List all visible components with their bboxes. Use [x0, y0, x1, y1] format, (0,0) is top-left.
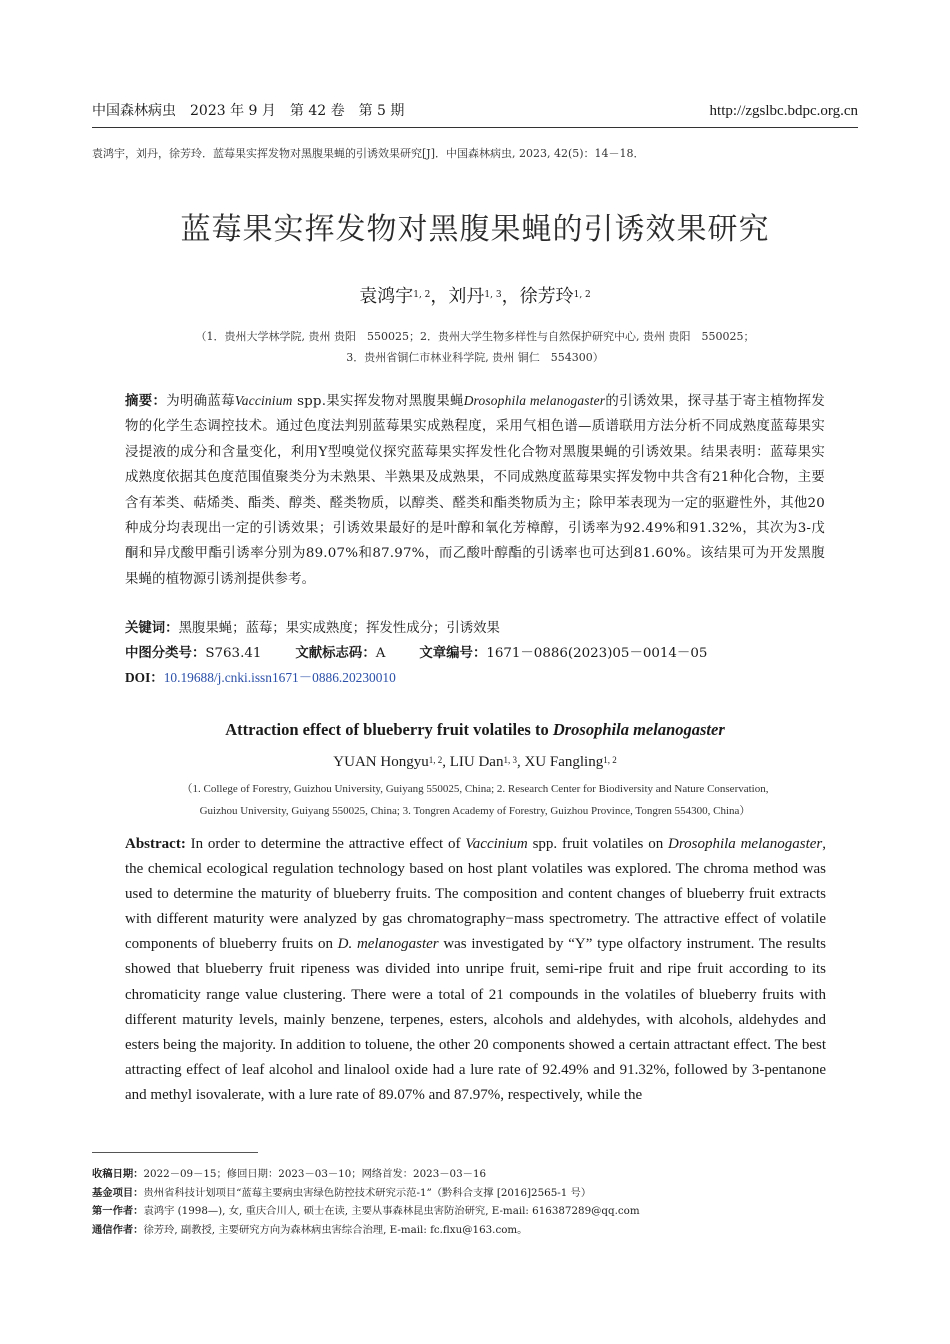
author-separator: ， [501, 286, 520, 307]
keywords-text: 黑腹果蝇；蓝莓；果实成熟度；挥发性成分；引诱效果 [178, 621, 500, 636]
article-number-label: 文章编号： [419, 646, 487, 661]
author-affiliation-marker: 1, 3 [484, 290, 502, 300]
abstract-text: was investigated by “Y” type olfactory instrument. The results showed that blueberry fruit ripeness was divided into unripe fruit, semi-ripe fruit and ripe fruit according to its chromaticity range value clustering. There were a total of 21 compounds in the volatiles of blueberry fruits with different maturity levels, mainly benzene, terpenes, esters, alcohols and aldehydes, with alcohols, aldehydes and esters being the majority. In addition to toluene, the other 20 components showed a certain attractant effect. The best attracting effect of leaf alcohol and linalool oxide had a lure rate of 92.49% and 91.32%, followed by 3-pentanone and methyl isovalerate, with a lure rate of 89.07% and 87.97%, respectively, while the [125, 936, 827, 1103]
english-title [0, 718, 950, 742]
header-divider [92, 127, 858, 128]
article-number-value: 1671－0886(2023)05－0014－05 [486, 646, 708, 661]
species-name: Drosophila melanogaster [463, 393, 606, 408]
author-name: YUAN Hongyu [333, 754, 429, 770]
journal-url-link[interactable]: http://zgslbc.bdpc.org.cn [709, 103, 858, 119]
footnote-text: 贵州省科技计划项目“蓝莓主要病虫害绿色防控技术研究示范-1”（黔科合支撑 [2016]2565-1 号） [143, 1186, 592, 1199]
footnote-label: 第一作者： [92, 1205, 144, 1217]
species-name: Vaccinium [234, 393, 293, 408]
abstract-text: spp. fruit volatiles on [527, 836, 668, 852]
clc-label: 中图分类号： [125, 646, 206, 661]
species-name: Drosophila melanogaster [668, 836, 823, 852]
author-name: 徐芳玲 [519, 286, 574, 307]
footnote-first-author [92, 1202, 858, 1221]
doi-line [125, 666, 825, 691]
abstract-text: 的引诱效果，探寻基于寄主植物挥发物的化学生态调控技术。通过色度法判别蓝莓果实成熟程度，采用气相色谱—质谱联用方法分析不同成熟度蓝莓果实浸提液的成分和含量变化，利用Y型嗅觉仪探究蓝莓果实挥发性化合物对黑腹果蝇的引诱效果。结果表明：蓝莓果实成熟度依据其色度范围值聚类分为未熟果、半熟果及成熟果，不同成熟度蓝莓果实挥发物中共含有21种化合物，主要含有苯类、萜烯类、酯类、醇类、醛类物质，以醇类、醛类和酯类物质为主；除甲苯表现为一定的驱避性外，其他20种成分均表现出一定的引诱效果；引诱效果最好的是叶醇和氧化芳樟醇，引诱率为92.49%和91.32%，其次为3-戊酮和异戊酸甲酯引诱率分别为89.07%和87.97%，而乙酸叶醇酯的引诱率也可达到81.60%。该结果可为开发黑腹果蝇的植物源引诱剂提供参考。 [125, 394, 825, 587]
english-authors [0, 750, 950, 774]
footnote-text: 2022－09－15；修回日期：2023－03－10；网络首发：2023－03－16 [143, 1168, 487, 1180]
english-title-species: Drosophila melanogaster [552, 720, 725, 739]
affiliation-line: 3．贵州省铜仁市林业科学院, 贵州 铜仁 554300） [346, 351, 604, 364]
keywords-label: 关键词： [125, 621, 179, 636]
english-abstract [125, 832, 826, 1108]
species-name: Vaccinium [465, 836, 528, 852]
footnote-corresponding-author [92, 1221, 858, 1240]
running-header [92, 100, 858, 122]
english-title-main: Attraction effect of blueberry fruit volatiles to [225, 720, 553, 739]
author-separator: ， [430, 286, 449, 307]
citation-line: 袁鸿宇，刘丹，徐芳玲．蓝莓果实挥发物对黑腹果蝇的引诱效果研究[J]．中国森林病虫, 2023, 42(5)：14－18． [92, 147, 645, 160]
affiliation-line: Guizhou University, Guiyang 550025, China; 3. Tongren Academy of Forestry, Guizhou Province, Tongren 554300, China） [199, 805, 751, 817]
footnote-received [92, 1165, 858, 1184]
affiliation-line: （1. College of Forestry, Guizhou University, Guiyang 550025, China; 2. Research Center for Biodiversity and Nature Conservation, [181, 783, 769, 795]
document-code-value: A [375, 646, 386, 661]
chinese-affiliations [0, 326, 950, 368]
author-name: LIU Dan [449, 754, 504, 770]
footnotes [92, 1165, 858, 1239]
abstract-label: 摘要： [125, 394, 167, 409]
clc-value: S763.41 [205, 646, 262, 661]
chinese-abstract [125, 388, 825, 592]
doi-label: DOI： [125, 670, 164, 685]
classification-line [125, 642, 825, 666]
abstract-label: Abstract: [125, 836, 186, 852]
journal-issue-info: 中国森林病虫 2023 年 9 月 第 42 卷 第 5 期 [92, 103, 405, 119]
footnote-text: 袁鸿宇 (1998—), 女, 重庆合川人, 硕士在读, 主要从事森林昆虫害防治研究, E-mail: 616387289@qq.com [143, 1205, 640, 1217]
author-affiliation-marker: 1, 2 [603, 755, 617, 765]
author-affiliation-marker: 1, 2 [573, 290, 591, 300]
doi-link[interactable]: 10.19688/j.cnki.issn1671－0886.20230010 [163, 670, 396, 685]
author-name: 袁鸿宇 [359, 286, 414, 307]
footnote-text: 徐芳玲, 副教授, 主要研究方向为森林病虫害综合治理, E-mail: fc.flxu@163.com。 [143, 1223, 528, 1236]
keywords-line [125, 617, 825, 641]
footnote-funding [92, 1184, 858, 1203]
footnote-label: 基金项目： [92, 1186, 144, 1199]
author-separator: , [516, 754, 525, 770]
chinese-authors [0, 283, 950, 311]
author-name: 刘丹 [448, 286, 485, 307]
author-separator: , [442, 754, 450, 770]
abstract-text: 为明确蓝莓 [166, 394, 235, 409]
footnote-label: 收稿日期： [92, 1168, 144, 1180]
english-affiliations [0, 778, 950, 822]
abstract-text: , the chemical ecological regulation technology based on host plant volatiles was explored. The chroma method was used to determine the maturity of blueberry fruits. The composition and content changes of blueberry fruit extracts with different maturity were analyzed by gas chromatography−mass spectrometry. The attractive effect of volatile components of blueberry fruits on [125, 836, 826, 953]
author-affiliation-marker: 1, 2 [428, 755, 443, 765]
author-affiliation-marker: 1, 2 [413, 290, 431, 300]
author-name: XU Fangling [524, 754, 604, 770]
abstract-text: In order to determine the attractive effect of [185, 836, 466, 852]
document-code-label: 文献标志码： [295, 646, 376, 661]
author-affiliation-marker: 1, 3 [503, 755, 517, 765]
footnote-divider [92, 1152, 258, 1153]
footnote-label: 通信作者： [92, 1223, 144, 1236]
affiliation-line: （1．贵州大学林学院, 贵州 贵阳 550025；2．贵州大学生物多样性与自然保护研究中心, 贵州 贵阳 550025； [195, 330, 755, 343]
abstract-text: spp.果实挥发物对黑腹果蝇 [297, 394, 464, 409]
chinese-title: 蓝莓果实挥发物对黑腹果蝇的引诱效果研究 [180, 212, 770, 247]
species-name: D. melanogaster [337, 936, 439, 953]
